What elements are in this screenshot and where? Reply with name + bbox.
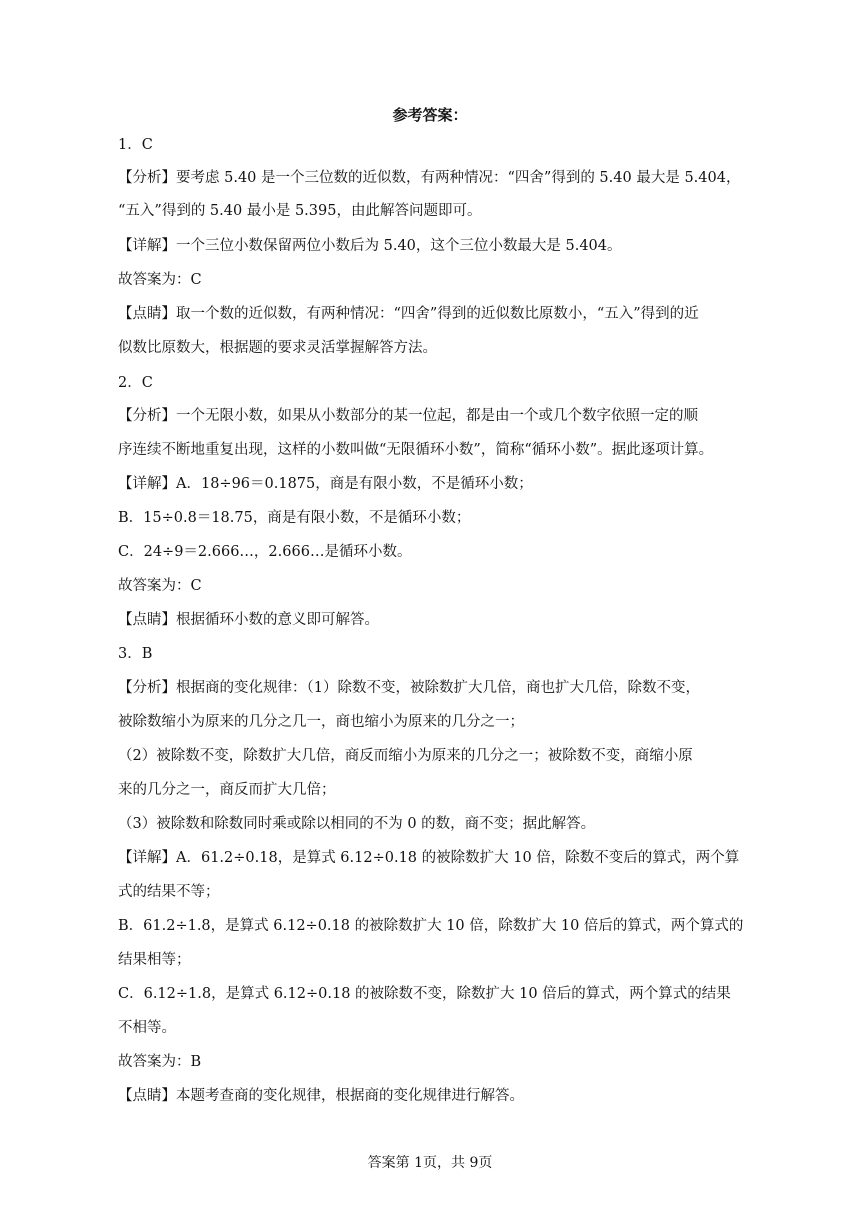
text-line: 【点睛】本题考查商的变化规律，根据商的变化规律进行解答。 [118, 1088, 524, 1104]
text-line: 似数比原数大，根据题的要求灵活掌握解答方法。 [118, 340, 437, 356]
text-line: 被除数缩小为原来的几分之几一，商也缩小为原来的几分之一； [118, 714, 524, 730]
text-line: 故答案为：B [118, 1054, 202, 1070]
text-line: C．24÷9＝2.666…，2.666…是循环小数。 [118, 544, 412, 560]
text-line: 【详解】A．18÷96＝0.1875，商是有限小数，不是循环小数； [118, 476, 533, 492]
page-title: 参考答案： [392, 106, 468, 124]
text-line: B．15÷0.8＝18.75，商是有限小数，不是循环小数； [118, 510, 471, 526]
text-line: 故答案为：C [118, 272, 202, 288]
text-line: 不相等。 [118, 1020, 176, 1036]
text-line: 结果相等； [118, 952, 191, 968]
text-line: 【点睛】取一个数的近似数，有两种情况：“四舍”得到的近似数比原数小，“五入”得到的近 [118, 306, 699, 322]
text-line: 2．C [118, 375, 153, 391]
text-line: 【分析】根据商的变化规律：（1）除数不变，被除数扩大几倍，商也扩大几倍，除数不变， [118, 680, 700, 696]
text-line: 故答案为：C [118, 578, 202, 594]
text-line: 式的结果不等； [118, 884, 220, 900]
text-line: 【详解】A．61.2÷0.18，是算式 6.12÷0.18 的被除数扩大 10 倍，除数不变后的算式，两个算 [118, 850, 740, 866]
text-line: （3）被除数和除数同时乘或除以相同的不为 0 的数，商不变；据此解答。 [118, 816, 596, 832]
text-line: “五入”得到的 5.40 最小是 5.395，由此解答问题即可。 [118, 203, 482, 219]
text-line: 【详解】一个三位小数保留两位小数后为 5.40，这个三位小数最大是 5.404。 [118, 238, 622, 254]
text-line: C．6.12÷1.8，是算式 6.12÷0.18 的被除数不变，除数扩大 10 倍后的算式，两个算式的结果 [118, 986, 731, 1002]
text-line: 3．B [118, 646, 153, 662]
text-line: B．61.2÷1.8，是算式 6.12÷0.18 的被除数扩大 10 倍，除数扩大 10 倍后的算式，两个算式的 [118, 918, 744, 934]
text-line: 来的几分之一，商反而扩大几倍； [118, 782, 336, 798]
text-line: 1．C [118, 137, 153, 153]
text-line: 【点睛】根据循环小数的意义即可解答。 [118, 612, 379, 628]
text-line: （2）被除数不变，除数扩大几倍，商反而缩小为原来的几分之一；被除数不变，商缩小原 [118, 748, 693, 764]
page-footer: 答案第 1页，共 9页 [367, 1155, 493, 1171]
text-line: 【分析】一个无限小数，如果从小数部分的某一位起，都是由一个或几个数字依照一定的顺 [118, 408, 698, 424]
text-line: 序连续不断地重复出现，这样的小数叫做“无限循环小数”，简称“循环小数”。据此逐项计算。 [118, 442, 714, 458]
text-line: 【分析】要考虑 5.40 是一个三位数的近似数，有两种情况：“四舍”得到的 5.40 最大是 5.404， [118, 170, 741, 186]
